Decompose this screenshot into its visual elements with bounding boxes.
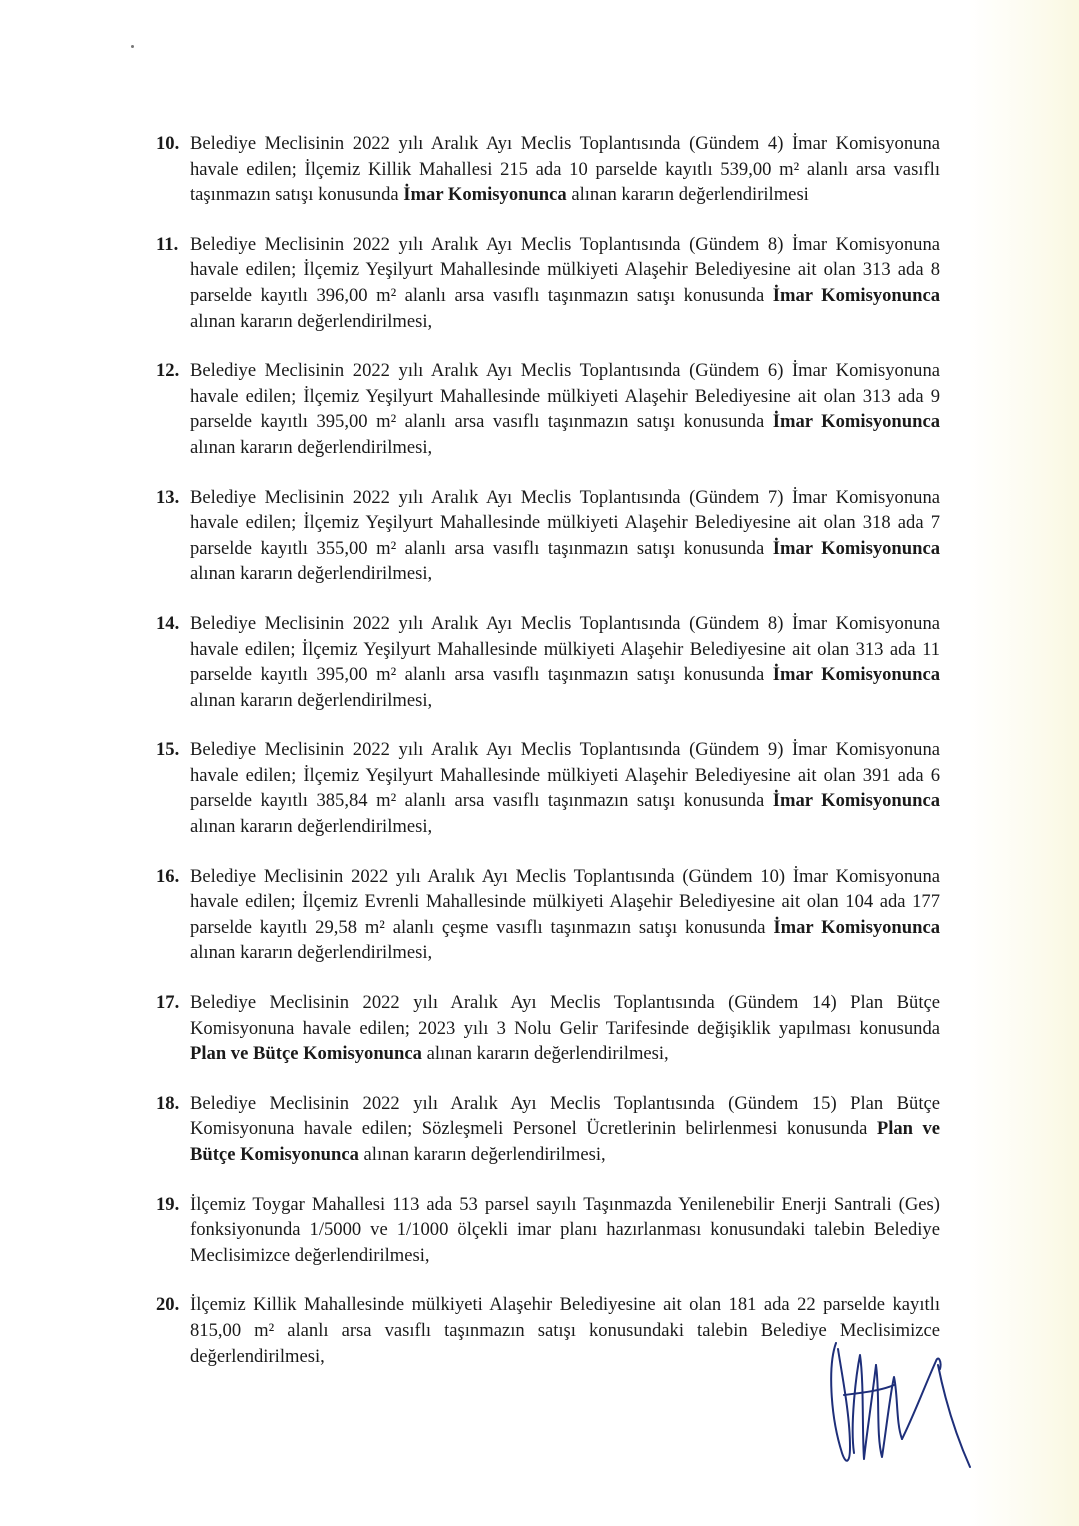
item-text-end: alınan kararın değerlendirilmesi, [190, 816, 433, 838]
item-text-end: alınan kararın değerlendirilmesi, [190, 689, 433, 711]
agenda-item-13 [148, 485, 940, 587]
scan-edge-tint [969, 0, 1079, 1526]
agenda-item-11 [148, 232, 940, 334]
item-text: Belediye Meclisinin 2022 yılı Aralık Ayı Meclis Toplantısında (Gündem 8) İmar Komisyonuna havale edilen; İlçemiz Yeşilyurt Mahallesinde mülkiyeti Alaşehir Belediyesine ait olan 313 ada 8 parselde kayıtlı 396,00 m² alanlı arsa vasıflı taşınmazın satışı konusunda [190, 233, 940, 306]
item-number: 14. [156, 612, 180, 634]
item-number: 11. [156, 233, 179, 255]
item-text: Belediye Meclisinin 2022 yılı Aralık Ayı Meclis Toplantısında (Gündem 4) İmar Komisyonuna havale edilen; İlçemiz Killik Mahallesi 215 ada 10 parselde kayıtlı 539,00 m² alanlı arsa vasıflı taşınmazın satışı konusunda [190, 133, 940, 206]
item-text-end: alınan kararın değerlendirilmesi, [190, 436, 433, 458]
item-text: Belediye Meclisinin 2022 yılı Aralık Ayı Meclis Toplantısında (Gündem 7) İmar Komisyonuna havale edilen; İlçemiz Yeşilyurt Mahallesinde mülkiyeti Alaşehir Belediyesine ait olan 318 ada 7 parselde kayıtlı 355,00 m² alanlı arsa vasıflı taşınmazın satışı konusunda [190, 486, 940, 559]
item-committee: İmar Komisyonunca [772, 537, 940, 559]
scan-speck [131, 45, 134, 48]
agenda-item-10 [148, 131, 940, 208]
item-number: 12. [156, 360, 180, 382]
item-committee: İmar Komisyonunca [772, 790, 940, 812]
item-number: 13. [156, 486, 180, 508]
agenda-item-19 [148, 1192, 940, 1269]
agenda-item-12 [148, 358, 940, 460]
item-text: Belediye Meclisinin 2022 yılı Aralık Ayı Meclis Toplantısında (Gündem 8) İmar Komisyonuna havale edilen; İlçemiz Yeşilyurt Mahallesinde mülkiyeti Alaşehir Belediyesine ait olan 313 ada 11 parselde kayıtlı 395,00 m² alanlı arsa vasıflı taşınmazın satışı konusunda [190, 612, 940, 686]
item-text-end: alınan kararın değerlendirilmesi, [190, 310, 433, 332]
item-text: Belediye Meclisinin 2022 yılı Aralık Ayı Meclis Toplantısında (Gündem 15) Plan Bütçe Komisyonuna havale edilen; Sözleşmeli Personel Ücretlerinin belirlenmesi konusunda [190, 1092, 940, 1140]
agenda-item-18 [148, 1091, 940, 1168]
item-text: Belediye Meclisinin 2022 yılı Aralık Ayı Meclis Toplantısında (Gündem 10) İmar Komisyonuna havale edilen; İlçemiz Evrenli Mahallesinde mülkiyeti Alaşehir Belediyesine ait olan 104 ada 177 parselde kayıtlı 29,58 m² alanlı çeşme vasıflı taşınmazın satışı konusunda [190, 865, 940, 938]
item-committee: İmar Komisyonunca [773, 916, 940, 938]
item-number: 10. [156, 133, 180, 154]
item-text: İlçemiz Killik Mahallesinde mülkiyeti Alaşehir Belediyesine ait olan 181 ada 22 parselde kayıtlı 815,00 m² alanlı arsa vasıflı taşınmazın satışı konusundaki talebin Belediye Meclisimizce değerlendirilmesi, [190, 1294, 940, 1367]
item-number: 18. [156, 1092, 180, 1114]
item-number: 15. [156, 739, 180, 761]
item-text-end: alınan kararın değerlendirilmesi, [358, 1144, 606, 1165]
item-text: Belediye Meclisinin 2022 yılı Aralık Ayı Meclis Toplantısında (Gündem 14) Plan Bütçe Komisyonuna havale edilen; 2023 yılı 3 Nolu Gelir Tarifesinde değişiklik yapılması konusunda [190, 992, 940, 1039]
agenda-item-17 [148, 990, 940, 1067]
item-number: 17. [156, 992, 180, 1014]
item-text: Belediye Meclisinin 2022 yılı Aralık Ayı Meclis Toplantısında (Gündem 9) İmar Komisyonuna havale edilen; İlçemiz Yeşilyurt Mahallesinde mülkiyeti Alaşehir Belediyesine ait olan 391 ada 6 parselde kayıtlı 385,84 m² alanlı arsa vasıflı taşınmazın satışı konusunda [190, 739, 940, 812]
item-text-end: alınan kararın değerlendirilmesi, [421, 1043, 669, 1065]
item-text: Belediye Meclisinin 2022 yılı Aralık Ayı Meclis Toplantısında (Gündem 6) İmar Komisyonuna havale edilen; İlçemiz Yeşilyurt Mahallesinde mülkiyeti Alaşehir Belediyesine ait olan 313 ada 9 parselde kayıtlı 395,00 m² alanlı arsa vasıflı taşınmazın satışı konusunda [190, 360, 940, 433]
agenda-item-16 [148, 864, 940, 966]
handwritten-signature [820, 1335, 980, 1475]
item-number: 16. [156, 865, 180, 887]
agenda-list [148, 131, 940, 1393]
agenda-item-14 [148, 611, 940, 713]
item-committee: Plan ve Bütçe Komisyonunca [190, 1043, 422, 1065]
item-text: İlçemiz Toygar Mahallesi 113 ada 53 parsel sayılı Taşınmazda Yenilenebilir Enerji Santrali (Ges) fonksiyonunda 1/5000 ve 1/1000 ölçekli imar planı hazırlanması konusundaki talebin Belediye Meclisimizce değerlendirilmesi, [190, 1193, 940, 1266]
item-text-end: alınan kararın değerlendirilmesi, [190, 563, 433, 585]
item-text-end: alınan kararın değerlendirilmesi, [190, 942, 433, 964]
item-committee: İmar Komisyonunca [772, 284, 940, 306]
item-number: 19. [156, 1193, 180, 1215]
item-committee: İmar Komisyonunca [403, 184, 567, 206]
item-committee: İmar Komisyonunca [772, 411, 940, 433]
agenda-item-15 [148, 737, 940, 839]
item-text-end: alınan kararın değerlendirilmesi [566, 184, 809, 206]
item-committee: Plan ve Bütçe Komisyonunca [190, 1118, 940, 1165]
item-committee: İmar Komisyonunca [772, 664, 940, 686]
item-number: 20. [156, 1294, 180, 1316]
